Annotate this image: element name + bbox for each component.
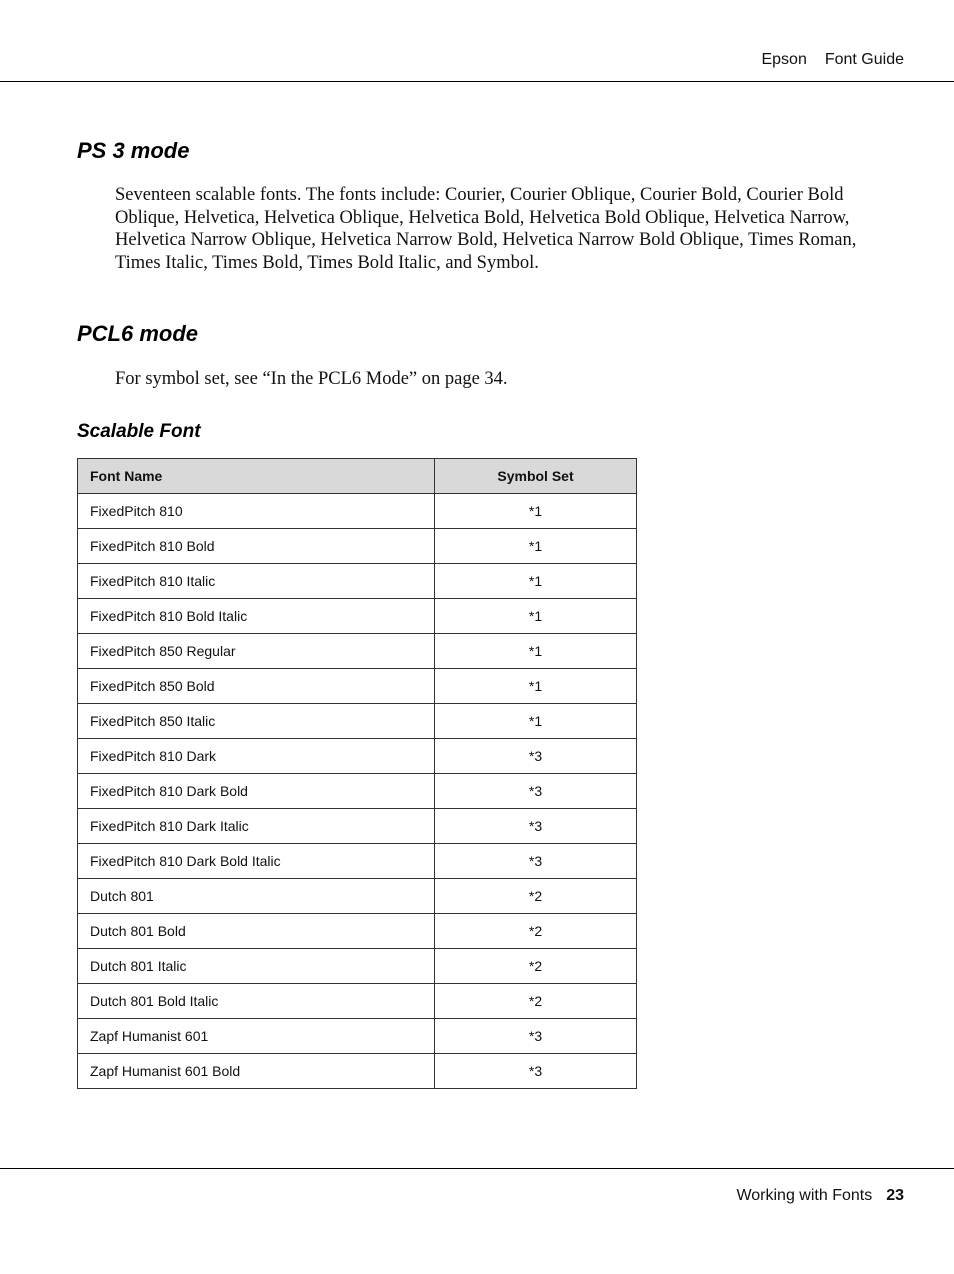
symbol-set-cell: *2 xyxy=(435,879,637,914)
font-name-cell: FixedPitch 810 Bold Italic xyxy=(78,599,435,634)
symbol-set-cell: *1 xyxy=(435,704,637,739)
symbol-set-cell: *1 xyxy=(435,669,637,704)
table-row xyxy=(78,914,637,949)
table-row xyxy=(78,704,637,739)
font-name-cell: FixedPitch 850 Italic xyxy=(78,704,435,739)
column-header-symbol-set: Symbol Set xyxy=(435,459,637,494)
scalable-font-table xyxy=(77,458,637,1089)
table-row xyxy=(78,984,637,1019)
page-header xyxy=(0,0,954,82)
symbol-set-cell: *3 xyxy=(435,1019,637,1054)
font-name-cell: FixedPitch 810 Bold xyxy=(78,529,435,564)
symbol-set-cell: *1 xyxy=(435,634,637,669)
symbol-set-cell: *1 xyxy=(435,494,637,529)
symbol-set-cell: *3 xyxy=(435,809,637,844)
column-header-font-name: Font Name xyxy=(78,459,435,494)
table-row xyxy=(78,494,637,529)
font-name-cell: Dutch 801 Bold xyxy=(78,914,435,949)
subheading-scalable-font: Scalable Font xyxy=(77,421,201,442)
font-name-cell: Dutch 801 Bold Italic xyxy=(78,984,435,1019)
symbol-set-cell: *2 xyxy=(435,914,637,949)
header-text xyxy=(761,51,904,69)
font-name-cell: FixedPitch 810 Dark Bold Italic xyxy=(78,844,435,879)
font-name-cell: FixedPitch 810 Italic xyxy=(78,564,435,599)
symbol-set-cell: *1 xyxy=(435,529,637,564)
font-name-cell: FixedPitch 810 Dark Italic xyxy=(78,809,435,844)
table-row xyxy=(78,739,637,774)
font-name-cell: FixedPitch 850 Regular xyxy=(78,634,435,669)
symbol-set-cell: *1 xyxy=(435,599,637,634)
table-row xyxy=(78,529,637,564)
table-row xyxy=(78,599,637,634)
section-heading-ps3: PS 3 mode xyxy=(77,138,190,163)
symbol-set-cell: *3 xyxy=(435,844,637,879)
table-row xyxy=(78,1054,637,1089)
table-body xyxy=(78,494,637,1089)
symbol-set-cell: *2 xyxy=(435,984,637,1019)
header-guide-title: Font Guide xyxy=(824,51,904,68)
section-heading-pcl6: PCL6 mode xyxy=(77,321,199,346)
symbol-set-cell: *1 xyxy=(435,564,637,599)
table-header-row xyxy=(78,459,637,494)
symbol-set-cell: *3 xyxy=(435,739,637,774)
table-row xyxy=(78,844,637,879)
pcl6-description: For symbol set, see “In the PCL6 Mode” on page 34. xyxy=(115,369,508,389)
symbol-set-cell: *3 xyxy=(435,774,637,809)
table-row xyxy=(78,774,637,809)
table-row xyxy=(78,879,637,914)
ps3-description: Seventeen scalable fonts. The fonts include: Courier, Courier Oblique, Courier Bold, Courier Bold Oblique, Helvetica, Helvetica Oblique, Helvetica Bold, Helvetica Bold Oblique, Helvetica Narrow, Helvetica Narrow Oblique, Helvetica Narrow Bold, Helvetica Narrow Bold Oblique, Times Roman, Times Italic, Times Bold, Times Bold Italic, and Symbol. xyxy=(115,185,857,274)
font-name-cell: Zapf Humanist 601 Bold xyxy=(78,1054,435,1089)
font-name-cell: Dutch 801 Italic xyxy=(78,949,435,984)
page-footer xyxy=(736,1187,904,1205)
table-row xyxy=(78,809,637,844)
font-name-cell: FixedPitch 810 xyxy=(78,494,435,529)
page-number: 23 xyxy=(886,1187,904,1204)
table-row xyxy=(78,949,637,984)
table-row xyxy=(78,669,637,704)
table-row xyxy=(78,564,637,599)
symbol-set-cell: *2 xyxy=(435,949,637,984)
table-row xyxy=(78,634,637,669)
font-name-cell: FixedPitch 810 Dark xyxy=(78,739,435,774)
header-brand: Epson xyxy=(761,51,807,68)
font-name-cell: Zapf Humanist 601 xyxy=(78,1019,435,1054)
footer-divider xyxy=(0,1168,954,1169)
font-name-cell: FixedPitch 810 Dark Bold xyxy=(78,774,435,809)
footer-section-title: Working with Fonts xyxy=(736,1187,873,1204)
symbol-set-cell: *3 xyxy=(435,1054,637,1089)
font-name-cell: FixedPitch 850 Bold xyxy=(78,669,435,704)
font-name-cell: Dutch 801 xyxy=(78,879,435,914)
table-row xyxy=(78,1019,637,1054)
